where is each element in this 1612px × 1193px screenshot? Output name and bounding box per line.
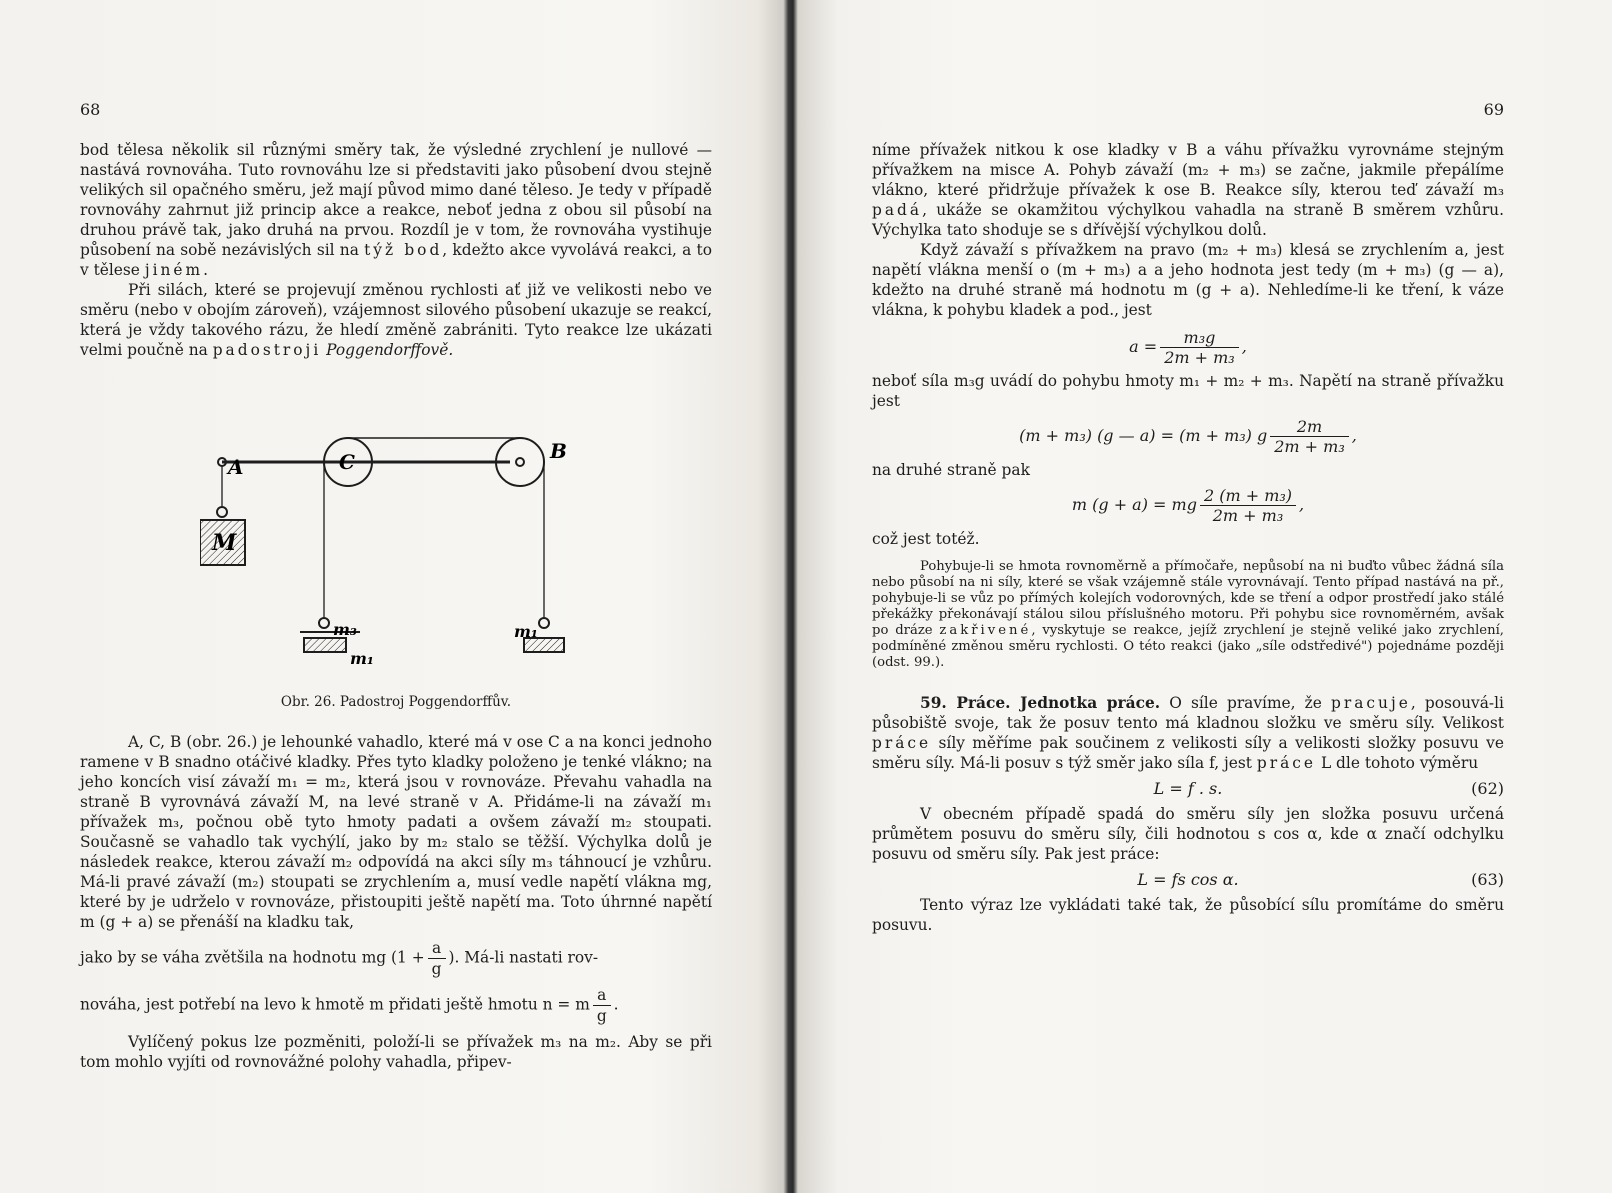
equation: a = $\frac{\text{m₃g}}{\text{2m + m₃}}$ , [1129, 328, 1247, 367]
pulley-figure [200, 432, 680, 702]
label-m1-right: m₁ [514, 622, 538, 641]
page-number-left: 68 [80, 100, 101, 119]
right-page [872, 0, 1504, 1193]
paragraph: Když závaží s přívažkem na pravo (m₂ + m₃) klesá se zrychlením a, jest napětí vlákna menší o (m + m₃) a a jeho hodnota jest tedy (m + m₃) (g — a), kdežto na druhé straně má hodnotu m (g + a). Nehledíme-li ke tření, k váze vlákna, k pohybu kladek a pod., jest [872, 241, 1504, 319]
equation-62: L = f . s. (62) [1153, 779, 1504, 798]
paragraph: neboť síla m₃g uvádí do pohybu hmoty m₁ + m₂ + m₃. Napětí na straně přívažku jest [872, 372, 1504, 410]
paragraph: níme přívažek nitkou k ose kladky v B a váhu přívažku vyrovnáme stejným přívažkem na misce A. Pohyb závaží (m₂ + m₃) se začne, jakmile přepálíme vlákno, které přidržuje přívažek k ose B. Reakce síly, kterou teď závaží m₃ padá, ukáže se okamžitou výchylkou vahadla na straně B směrem vzhůru. Výchylka tato shoduje se s dřívější výchylkou dolů. [872, 141, 1504, 239]
figure-caption: Obr. 26. Padostroj Poggendorffův. [280, 694, 512, 710]
label-m3: m₃ [333, 620, 357, 639]
equation-number: (63) [1471, 870, 1504, 889]
left-page [80, 0, 712, 1193]
paragraph: Vylíčený pokus lze pozměniti, položí-li se přívažek m₃ na m₂. Aby se při tom mohlo vyjíti od rovnovážné polohy vahadla, připev- [80, 1033, 712, 1071]
small-print-paragraph: Pohybuje-li se hmota rovnoměrně a přímočaře, nepůsobí na ni buďto vůbec žádná síla nebo působí na ni síly, které se však vzájemně stále vyrovnávají. Tento případ nastává na př., pohybuje-li se vůz po přímých kolejích vodorovných, kde se tření a odpor prostředí jako stálé překážky překonávají stálou silou příslušného motoru. Při pohybu sice rovnoměrném, avšak po dráze zakřivené, vyskytuje se reakce, jejíž zrychlení je stejně veliké jako zrychlení, podmíněné změnou směru rychlosti. O této reakci (jako „síle odstředivé") pojednáme později (odst. 99.). [872, 559, 1505, 670]
section-paragraph: 59. Práce. Jednotka práce. O síle pravíme, že pracuje, posouvá-li působiště svoje, tak že posuv tento má kladnou složku ve směru síly. Velikost práce síly měříme pak součinem z velikosti síly a velikosti složky posuvu ve směru síly. Má-li posuv s týž směr jako síla f, jest práce L dle tohoto výměru [872, 694, 1504, 772]
paragraph: Tento výraz lze vykládati také tak, že působící sílu promítáme do směru posuvu. [872, 896, 1504, 934]
paragraph: bod tělesa několik sil různými směry tak, že výsledné zrychlení je nullové — nastává rovnováha. Tuto rovnováhu lze si představiti jako působení dvou stejně velikých sil opačného směru, jež mají původ mimo dané těleso. Je tedy v případě rovnováhy zahrnut již princip akce a reakce, neboť jedna z obou sil působí na druhou právě tak, jako druhá na prvou. Rozdíl je v tom, že rovnováha vystihuje působení na sobě nezávislých sil na týž bod, kdežto akce vyvolává reakci, a to v tělese jiném. [80, 141, 712, 279]
paragraph: V obecném případě spadá do směru síly jen složka posuvu určená průmětem posuvu do směru síly, čili hodnotou s cos α, kde α značí odchylku posuvu od směru síly. Pak jest práce: [872, 805, 1504, 863]
page-number-right: 69 [1483, 100, 1504, 119]
paragraph: nováha, jest potřebí na levo k hmotě m přidati ještě hmotu n = m $\frac{a}{g}$ . [80, 986, 619, 1025]
paragraph: jako by se váha zvětšila na hodnotu mg (1 + $\frac{a}{g}$ ). Má-li nastati rov- [80, 939, 599, 978]
paragraph: A, C, B (obr. 26.) je lehounké vahadlo, které má v ose C a na konci jednoho ramene v B snadno otáčivé kladky. Přes tyto kladky položeno je tenké vlákno; na jeho koncích visí závaží m₁ = m₂, která jsou v rovnováze. Převahu vahadla na straně B vyrovnává závaží M, na levé straně v A. Přidáme-li na závaží m₁ přívažek m₃, počnou obě tyto hmoty padati a ovšem závaží m₂ stoupati. Současně se vahadlo tak vychýlí, jako by m₂ stalo se těžší. Výchylka dolů je následek reakce, kterou závaží m₂ odpovídá na akci síly m₃ táhnoucí je vzhůru. Má-li pravé závaží (m₂) stoupati se zrychlením a, musí vedle napětí vlákna mg, které by je udrželo v rovnováze, přistoupiti ještě napětí ma. Toto úhrnné napětí m (g + a) se přenáší na kladku tak, [80, 733, 712, 931]
equation: m (g + a) = mg $\frac{\text{2 (m + m₃)}}{\text{2m + m₃}}$ , [1071, 486, 1305, 525]
paragraph: na druhé straně pak [872, 461, 1030, 479]
equation-63: L = fs cos α. (63) [1137, 870, 1504, 889]
paragraph: Při silách, které se projevují změnou rychlosti ať již ve velikosti nebo ve směru (nebo v obojím zároveň), vzájemnost silového působení ukazuje se reakcí, která je vždy takového rázu, že hledí změně zabrániti. Tyto reakce lze ukázati velmi poučně na padostroji Poggendorffově. [80, 281, 712, 359]
label-m1-left: m₁ [350, 649, 374, 668]
label-m-weight: M [212, 530, 237, 556]
section-heading: 59. Práce. Jednotka práce. [920, 694, 1161, 712]
equation-number: (62) [1471, 779, 1504, 798]
label-c: C [339, 450, 355, 474]
equation: (m + m₃) (g — a) = (m + m₃) g $\frac{2m}{\text{2m + m₃}}$ , [1019, 417, 1357, 456]
label-a: A [228, 455, 244, 479]
label-b: B [550, 439, 567, 463]
paragraph: což jest totéž. [872, 530, 980, 548]
